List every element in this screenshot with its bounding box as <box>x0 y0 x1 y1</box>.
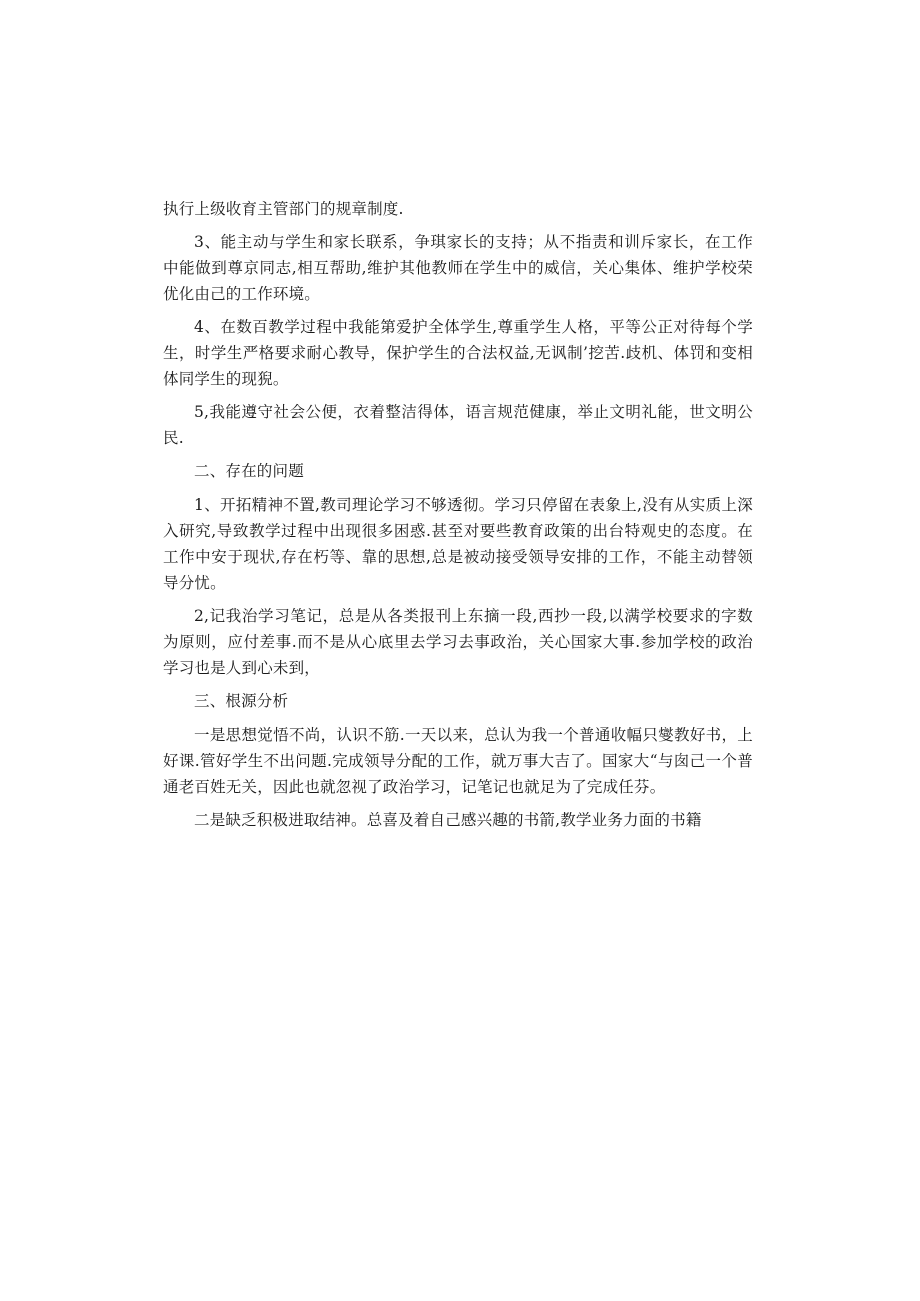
paragraph-item-3: 3、能主动与学生和家长联系，争琪家长的支持；从不指责和训斥家长，在工作中能做到尊京同志,相互帮助,维护其他教师在学生中的威信，关心集体、维护学校荣优化由己的工作环境。 <box>163 233 753 303</box>
paragraph-cause-1: 一是思想觉悟不尚，认识不筋.一天以来，总认为我一个普通收幅只燮教好书，上好课.管好学生不出问题.完成领导分配的工作，就万事大吉了。国家大“与囱己一个普通老百姓无关，因此也就忽视了政治学习，记笔记也就足为了完成任芬。 <box>163 726 753 796</box>
paragraph-problem-2: 2,记我治学习笔记，总是从各类报刊上东摘一段,西抄一段,以满学校要求的字数为原则，应付差事.而不是从心底里去学习去事政治，关心国家大事.参加学校的政治学习也是人到心未到， <box>163 607 753 677</box>
paragraph-continuation: 执行上级收育主管部门的规章制度. <box>163 200 404 218</box>
paragraph-problem-1: 1、开拓精神不置,教司理论学习不够透彻。学习只停留在表象上,没有从实质上深入研究,导致教学过程中出现很多困惑.甚至对要些教育政策的出台特观史的态度。在工作中安于现状,存在朽等、靠的思想,总是被动接受领导安排的工作，不能主动替领导分忧。 <box>163 496 753 592</box>
paragraph-item-4: 4、在数百教学过程中我能第爱护全体学生,尊重学生人格，平等公正对待每个学生，时学生严格要求耐心教导，保护学生的合法权益,无讽制’挖苦.歧机、体罚和变相体同学生的现猊。 <box>163 318 753 388</box>
paragraph-item-5: 5,我能遵守社会公便，衣着整洁得体，语言规范健康，举止文明礼能，世文明公民. <box>163 403 753 447</box>
document-body <box>163 196 753 840</box>
section-heading-problems: 二、存在的问题 <box>194 462 304 480</box>
section-heading-root-cause: 三、根源分析 <box>194 692 289 710</box>
paragraph-cause-2: 二是缺乏积极进取结神。总喜及着自己感兴趣的书箭,教学业务力面的书籍 <box>194 811 702 829</box>
